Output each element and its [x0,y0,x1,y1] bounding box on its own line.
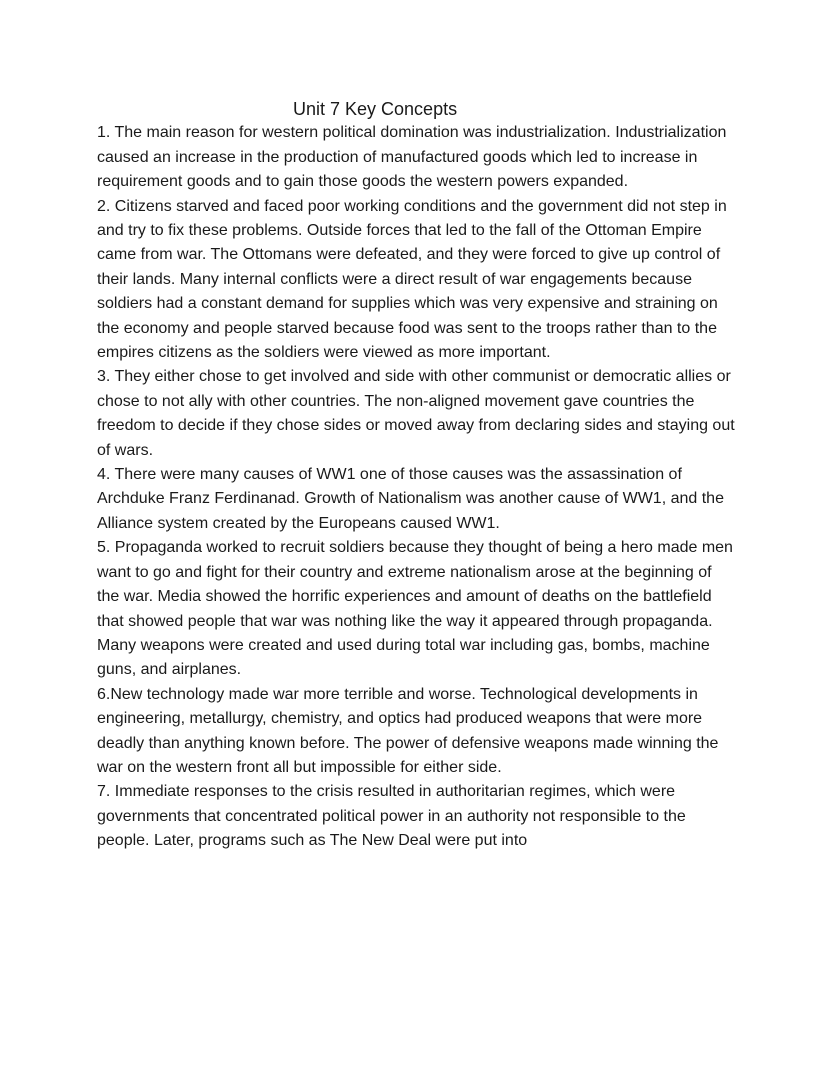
paragraph-1: 1. The main reason for western political domination was industrialization. Industrialization caused an increase in the production of manufactured goods which led to increase in requirement goods and to gain those goods the western powers expanded. [97,124,727,191]
paragraph-3: 3. They either chose to get involved and side with other communist or democratic allies or chose to not ally with other countries. The non-aligned movement gave countries the freedom to decide if they chose sides or moved away from declaring sides and staying out of wars. [97,368,735,459]
paragraph-2: 2. Citizens starved and faced poor working conditions and the government did not step in and try to fix these problems. Outside forces that led to the fall of the Ottoman Empire came from war. The Ottomans were defeated, and they were forced to give up control of their lands. Many internal conflicts were a direct result of war engagements because soldiers had a constant demand for supplies which was very expensive and straining on the economy and people starved because food was sent to the troops rather than to the empires citizens as the soldiers were viewed as more important. [97,197,727,362]
document-page [97,97,737,854]
paragraph-7: 7. Immediate responses to the crisis resulted in authoritarian regimes, which were governments that concentrated political power in an authority not responsible to the people. Later, programs such as The New Deal were put into [97,783,686,850]
paragraph-4: 4. There were many causes of WW1 one of those causes was the assassination of Archduke Franz Ferdinanad. Growth of Nationalism was another cause of WW1, and the Alliance system created by the Europeans caused WW1. [97,466,724,532]
paragraph-6: 6.New technology made war more terrible and worse. Technological developments in engineering, metallurgy, chemistry, and optics had produced weapons that were more deadly than anything known before. The power of defensive weapons made winning the war on the western front all but impossible for either side. [97,685,719,776]
paragraph-5: 5. Propaganda worked to recruit soldiers because they thought of being a hero made men want to go and fight for their country and extreme nationalism arose at the beginning of the war. Media showed the horrific experiences and amount of deaths on the battlefield that showed people that war was nothing like the way it appeared through propaganda. Many weapons were created and used during total war including gas, bombs, machine guns, and airplanes. [97,539,733,679]
document-title: Unit 7 Key Concepts [293,99,458,119]
